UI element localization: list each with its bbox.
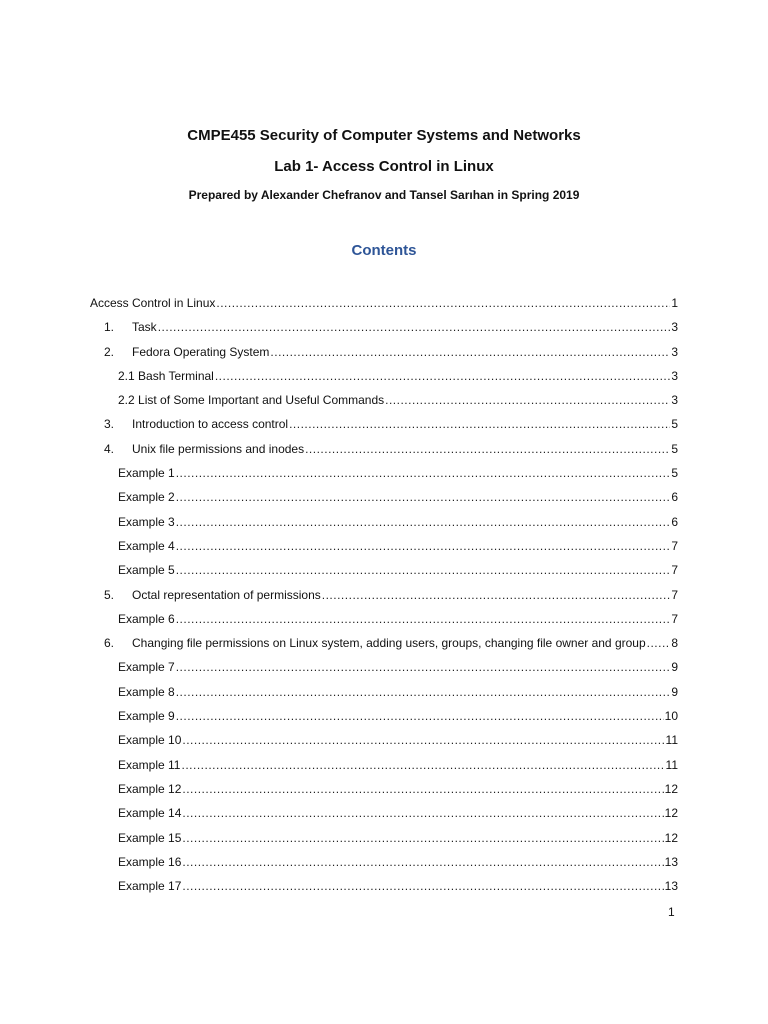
toc-entry[interactable] xyxy=(90,294,678,318)
toc-dot-leader xyxy=(182,829,663,847)
toc-entry-number: 4. xyxy=(104,441,115,456)
toc-dot-leader xyxy=(182,731,664,749)
toc-dot-leader xyxy=(176,464,671,482)
toc-entry[interactable] xyxy=(90,683,678,707)
toc-dot-leader xyxy=(176,658,671,676)
toc-entry-title[interactable]: Fedora Operating System xyxy=(132,344,270,359)
document-title: CMPE455 Security of Computer Systems and Networks xyxy=(187,127,581,144)
toc-entry[interactable] xyxy=(90,586,678,610)
toc-entry-title[interactable]: Example 2 xyxy=(118,490,175,505)
toc-entry-page: 7 xyxy=(671,538,678,553)
toc-entry-number: 2. xyxy=(104,344,115,359)
toc-entry-page: 8 xyxy=(671,636,678,651)
toc-entry[interactable] xyxy=(90,464,678,488)
toc-entry-title[interactable]: Example 7 xyxy=(118,660,175,675)
toc-entry-title[interactable]: Example 11 xyxy=(118,757,181,772)
toc-entry-page: 13 xyxy=(664,879,678,894)
toc-dot-leader xyxy=(176,513,671,531)
toc-entry[interactable] xyxy=(90,440,678,464)
toc-entry-page: 9 xyxy=(671,660,678,675)
toc-entry[interactable] xyxy=(90,537,678,561)
toc-dot-leader xyxy=(182,780,663,798)
toc-dot-leader xyxy=(182,804,663,822)
toc-entry-page: 7 xyxy=(671,611,678,626)
toc-entry-page: 11 xyxy=(665,757,678,772)
toc-dot-leader xyxy=(647,634,671,652)
toc-entry-title[interactable]: Example 10 xyxy=(118,733,182,748)
toc-entry-title[interactable]: Example 4 xyxy=(118,538,175,553)
toc-entry-page: 3 xyxy=(671,344,678,359)
toc-entry-number: 5. xyxy=(104,587,115,602)
toc-entry-title[interactable]: Octal representation of permissions xyxy=(132,587,321,602)
toc-entry-page: 5 xyxy=(671,417,678,432)
toc-entry-title[interactable]: Unix file permissions and inodes xyxy=(132,441,305,456)
toc-entry[interactable] xyxy=(90,343,678,367)
toc-entry[interactable] xyxy=(90,561,678,585)
toc-entry-title[interactable]: Example 6 xyxy=(118,611,175,626)
toc-entry-page: 9 xyxy=(671,684,678,699)
toc-entry[interactable] xyxy=(90,877,678,901)
toc-entry-number: 1. xyxy=(104,320,115,335)
toc-entry-title[interactable]: Example 15 xyxy=(118,830,182,845)
toc-entry[interactable] xyxy=(90,488,678,512)
table-of-contents xyxy=(90,294,678,901)
toc-entry-title[interactable]: 2.1 Bash Terminal xyxy=(118,368,214,383)
toc-entry[interactable] xyxy=(90,513,678,537)
toc-entry-page: 10 xyxy=(664,709,678,724)
toc-entry-page: 1 xyxy=(671,296,678,310)
toc-entry-page: 3 xyxy=(671,393,678,408)
toc-entry[interactable] xyxy=(90,610,678,634)
toc-entry[interactable] xyxy=(90,804,678,828)
toc-entry-page: 6 xyxy=(671,490,678,505)
toc-entry-page: 13 xyxy=(664,854,678,869)
toc-entry-page: 7 xyxy=(671,563,678,578)
toc-entry-page: 3 xyxy=(671,320,678,335)
toc-entry[interactable] xyxy=(90,853,678,877)
document-authors: Prepared by Alexander Chefranov and Tansel Sarıhan in Spring 2019 xyxy=(188,188,580,202)
toc-entry-title[interactable]: Changing file permissions on Linux system, adding users, groups, changing file owner and group xyxy=(132,636,646,651)
toc-entry[interactable] xyxy=(90,367,678,391)
toc-dot-leader xyxy=(270,343,670,361)
toc-entry-number: 3. xyxy=(104,417,115,432)
toc-entry[interactable] xyxy=(90,658,678,682)
toc-dot-leader xyxy=(158,318,671,336)
toc-entry[interactable] xyxy=(90,415,678,439)
toc-entry-page: 12 xyxy=(664,830,678,845)
toc-dot-leader xyxy=(289,415,670,433)
toc-entry[interactable] xyxy=(90,391,678,415)
toc-dot-leader xyxy=(385,391,670,409)
toc-entry[interactable] xyxy=(90,634,678,658)
toc-dot-leader xyxy=(305,440,670,458)
toc-dot-leader xyxy=(176,707,664,725)
toc-entry-title[interactable]: Example 5 xyxy=(118,563,175,578)
toc-entry-title[interactable]: Example 1 xyxy=(118,466,175,481)
toc-entry-title[interactable]: Access Control in Linux xyxy=(90,296,216,310)
toc-entry-title[interactable]: Introduction to access control xyxy=(132,417,289,432)
toc-entry-page: 6 xyxy=(671,514,678,529)
toc-entry-page: 7 xyxy=(671,587,678,602)
toc-dot-leader xyxy=(182,877,663,895)
toc-entry-page: 12 xyxy=(664,806,678,821)
toc-entry-page: 5 xyxy=(671,466,678,481)
toc-entry-page: 5 xyxy=(671,441,678,456)
document-subtitle: Lab 1- Access Control in Linux xyxy=(274,158,494,175)
toc-entry-title[interactable]: Example 17 xyxy=(118,879,182,894)
toc-dot-leader xyxy=(216,294,670,312)
contents-heading: Contents xyxy=(351,242,417,259)
toc-entry-title[interactable]: Task xyxy=(132,320,157,335)
toc-dot-leader xyxy=(176,561,671,579)
toc-dot-leader xyxy=(322,586,671,604)
toc-entry-page: 11 xyxy=(665,733,678,748)
toc-entry[interactable] xyxy=(90,731,678,755)
toc-entry-number: 6. xyxy=(104,636,115,651)
toc-entry[interactable] xyxy=(90,756,678,780)
toc-dot-leader xyxy=(182,853,663,871)
toc-entry-page: 3 xyxy=(671,368,678,383)
toc-entry-title[interactable]: Example 14 xyxy=(118,806,182,821)
toc-entry-title[interactable]: Example 8 xyxy=(118,684,175,699)
toc-entry[interactable] xyxy=(90,318,678,342)
toc-entry-title[interactable]: Example 9 xyxy=(118,709,175,724)
toc-dot-leader xyxy=(215,367,670,385)
page-number: 1 xyxy=(668,905,675,919)
toc-entry-title[interactable]: Example 12 xyxy=(118,781,182,796)
toc-entry-title[interactable]: Example 16 xyxy=(118,854,182,869)
toc-dot-leader xyxy=(181,756,664,774)
toc-entry[interactable] xyxy=(90,829,678,853)
toc-dot-leader xyxy=(176,610,671,628)
toc-entry-title[interactable]: 2.2 List of Some Important and Useful Commands xyxy=(118,393,385,408)
toc-dot-leader xyxy=(176,683,671,701)
toc-entry[interactable] xyxy=(90,780,678,804)
toc-entry[interactable] xyxy=(90,707,678,731)
toc-entry-title[interactable]: Example 3 xyxy=(118,514,175,529)
toc-dot-leader xyxy=(176,488,671,506)
toc-entry-page: 12 xyxy=(664,781,678,796)
toc-dot-leader xyxy=(176,537,671,555)
